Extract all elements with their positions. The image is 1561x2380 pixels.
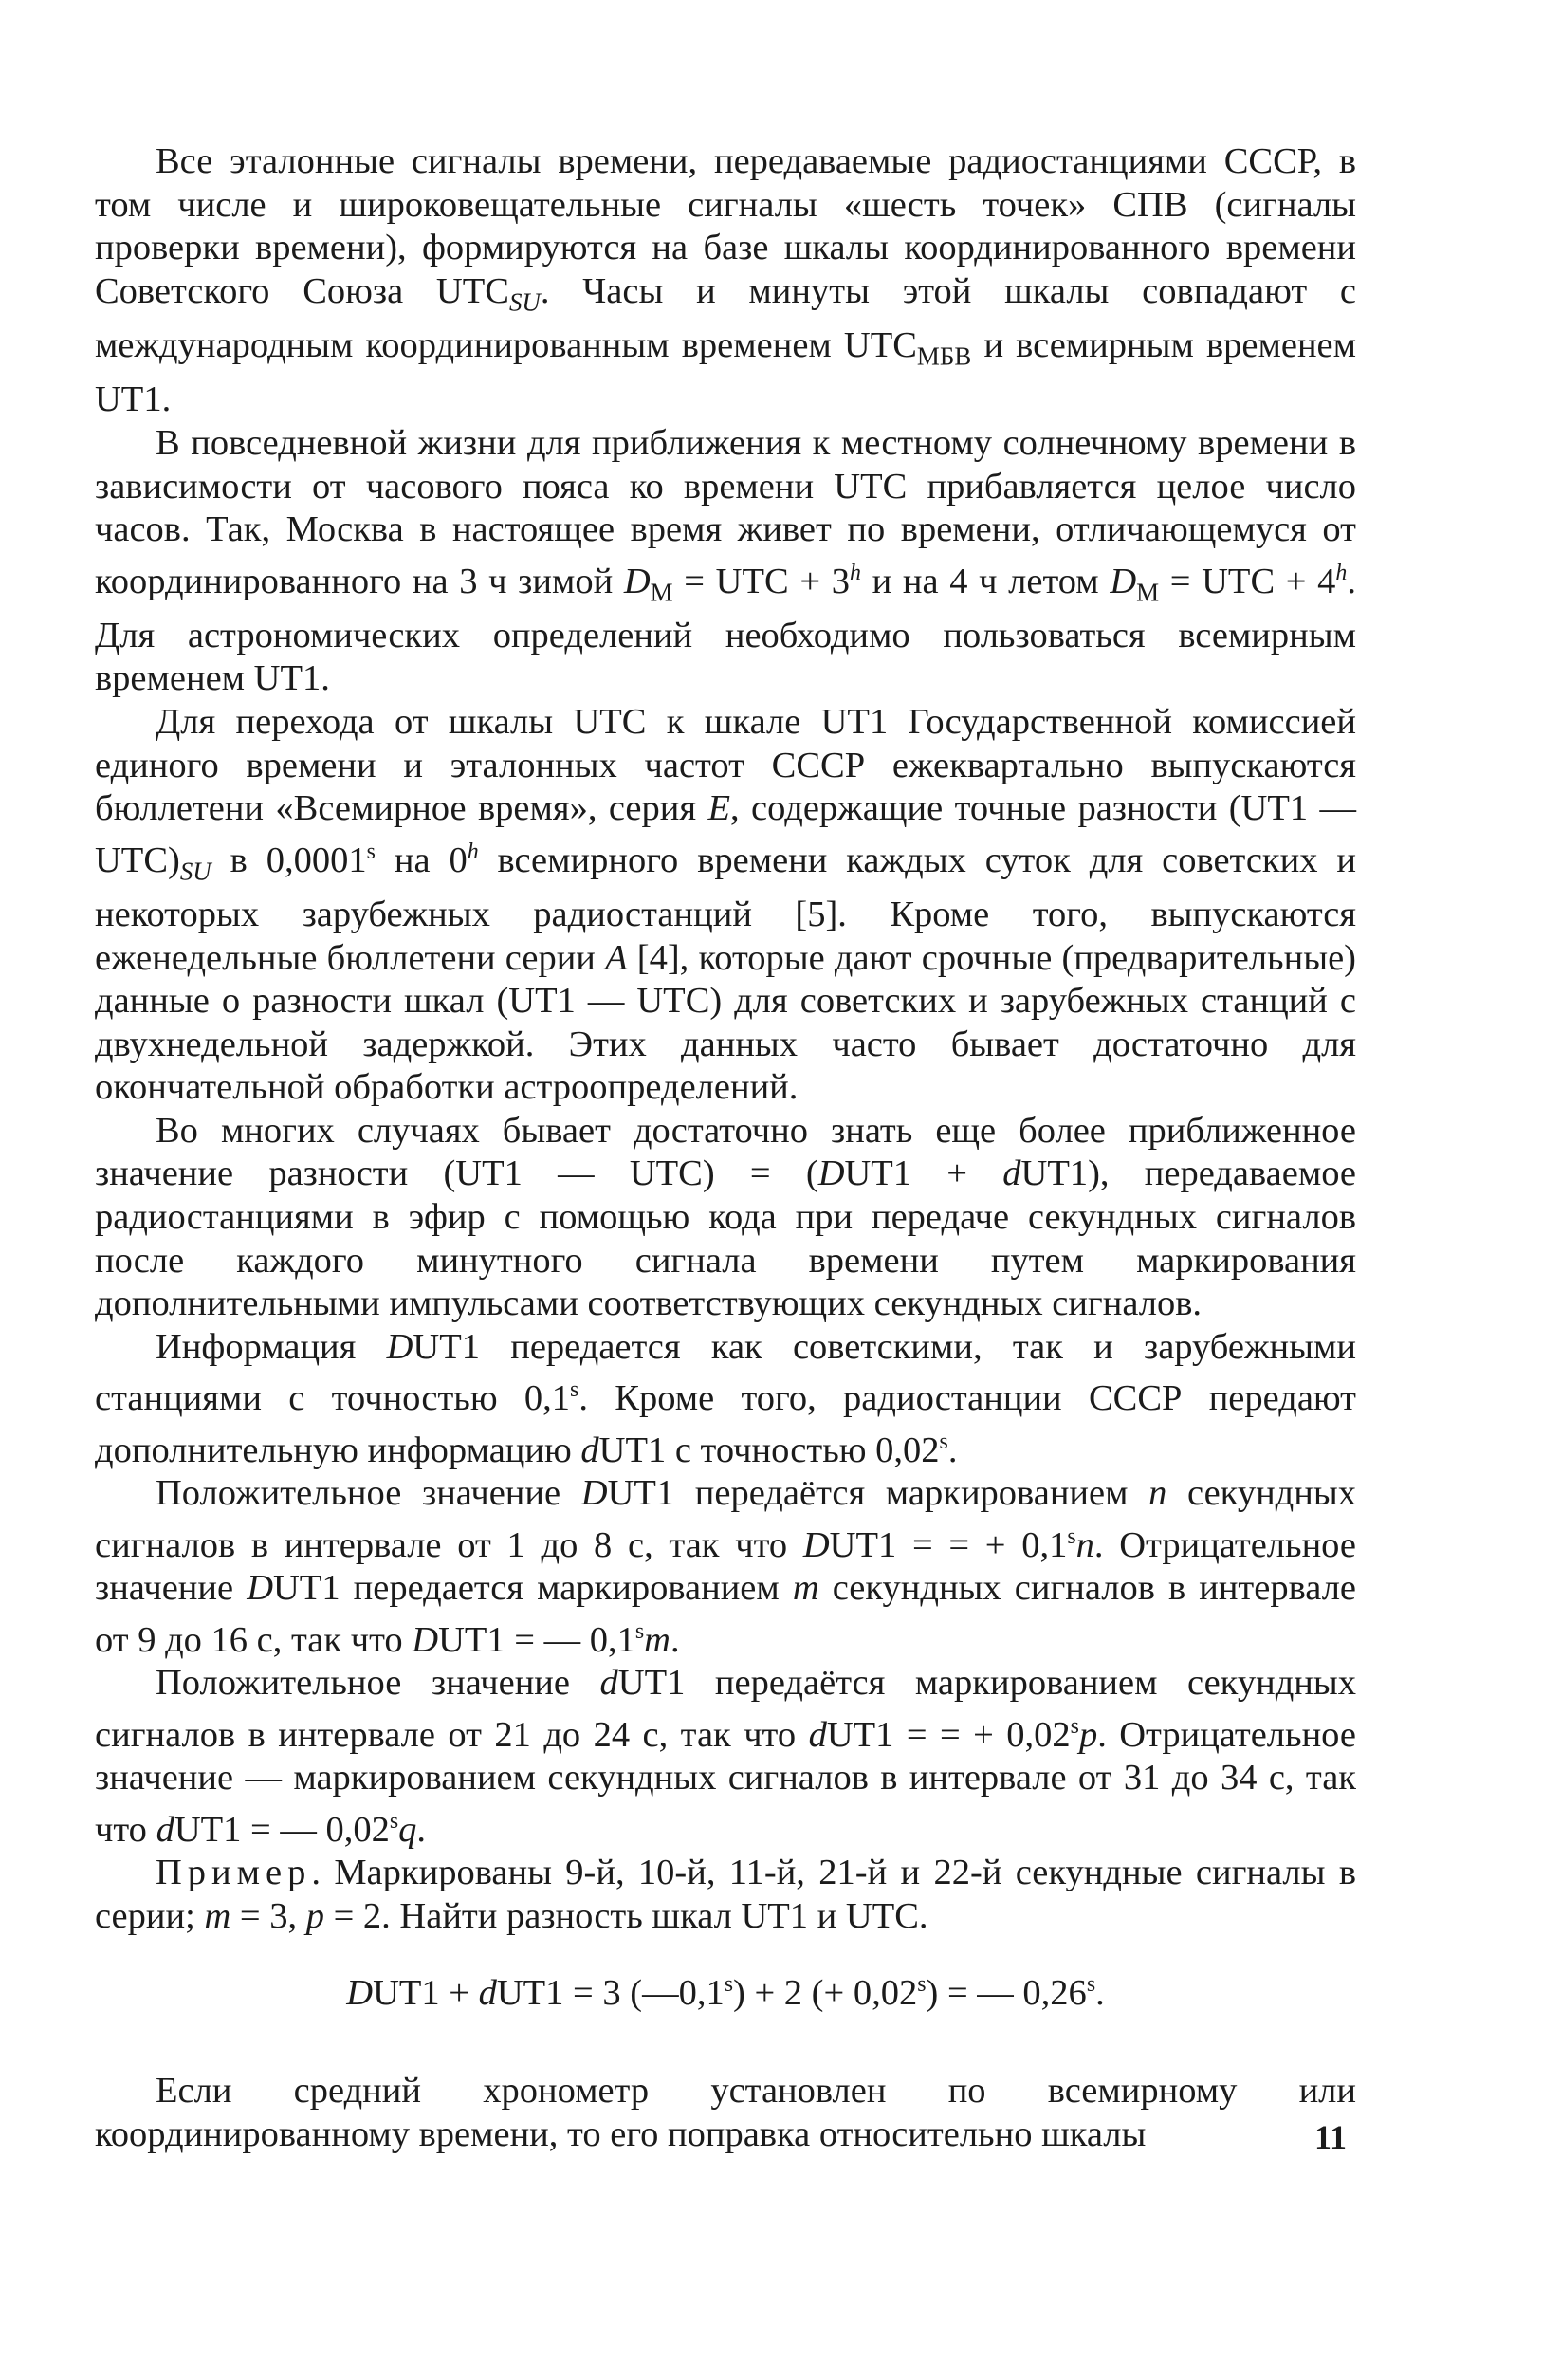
paragraph-dut1-small-marking: Положительное значение dUT1 передаётся маркированием секундных сигналов в интервале от 21 до 24 с, так что dUT1 = = + $0,02^sp$. Отрицательное значение — маркированием секундных сигналов в интервале от 31 до 34 с, так что dUT1 = — 0,02$^s$q. [95, 1663, 1357, 1850]
paragraph-chronometer: Если средний хронометр установлен по всемирному или координированному времени, то его поправка относительно шкалы [95, 2070, 1356, 2154]
paragraph-local-time: В повседневной жизни для приближения к местному солнечному времени в зависимости от часового пояса ко времени UTC прибавляется целое число часов. Так, Москва в настоящее время живет по времени, отличающемуся от координированного на 3 ч зимой $D_М$ = UTC + $3^h$ и на 4 ч летом $D_М$ = UTC + $4^h$. Для астрономических определений необходимо пользоваться всемирным временем UT1. [95, 422, 1356, 699]
page-number: 11 [1314, 2118, 1348, 2156]
paragraph-dut1-marking: Положительное значение DUT1 передаётся маркированием n секундных сигналов в интервале от 1 до 8 с, так что DUT1 = = + $0,1^sn$. Отрицательное значение DUT1 передается маркированием m секундных сигналов в интервале от 9 до 16 с, так что DUT1 = — 0,1$^s$m. [95, 1473, 1356, 1660]
body-text [95, 140, 1356, 2156]
paragraph-example: Пример. Маркированы 9-й, 10-й, 11-й, 21-й и 22-й секундные сигналы в серии; m = 3, p = 2. Найти разность шкал UT1 и UTC. [95, 1853, 1356, 1936]
paragraph-bulletins: Для перехода от шкалы UTC к шкале UT1 Государственной комиссией единого времени и эталонных частот СССР ежеквартально выпускаются бюллетени «Всемирное время», серия E, содержащие точные разности (UT1 — $UTC)_{SU}$ в 0,0001$^s$ на 0$^h$ всемирного времени каждых суток для советских и некоторых зарубежных радиостанций [5]. Кроме того, выпускаются еженедельные бюллетени серии A [4], которые дают срочные (предварительные) данные о разности шкал (UT1 — UTC) для советских и зарубежных станций с двухнедельной задержкой. Этих данных часто бывает достаточно для окончательной обработки астроопределений. [95, 702, 1356, 1108]
example-formula: DUT1 + dUT1 = 3 $(—0,1^s) + 2$ (+ $0,02^s$) = — 0,26$^s$. [346, 1971, 1105, 2013]
paragraph-dut1-code: Во многих случаях бывает достаточно знать еще более приближенное значение разности (UT1 — UTC) = (DUT1 + dUT1), передаваемое радиостанциями в эфир с помощью кода при передаче секундных сигналов после каждого минутного сигнала времени путем маркирования дополнительными импульсами соответствующих секундных сигналов. [95, 1110, 1357, 1324]
paragraph-dut1-accuracy: Информация DUT1 передается как советскими, так и зарубежными станциями с точностью 0,1$^s$. Кроме того, радиостанции СССР передают дополнительную информацию dUT1 с точностью 0,02$^s$. [95, 1326, 1356, 1470]
paragraph-reference-signals: Все эталонные сигналы времени, передаваемые радиостанциями СССР, в том числе и широковещательные сигналы «шесть точек» СПВ (сигналы проверки времени), формируются на базе шкалы координированного времени Советского Союза $UTC_{SU}$. Часы и минуты этой шкалы совпадают с международным координированным временем $UTC_{МБВ}$ и всемирным временем UT1. [95, 141, 1356, 420]
